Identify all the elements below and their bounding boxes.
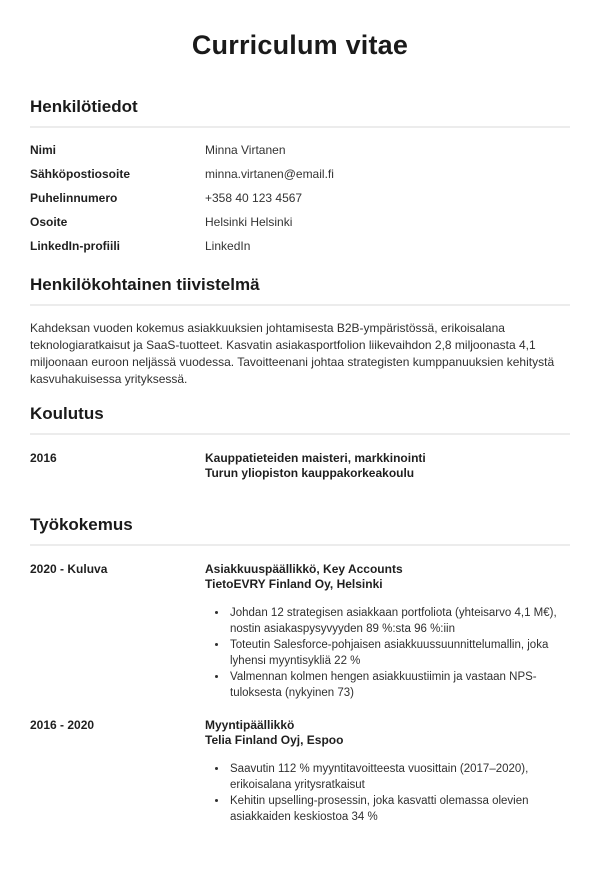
info-row-phone	[30, 192, 570, 205]
linkedin-link[interactable]: LinkedIn	[205, 239, 251, 253]
info-label: Sähköpostiosoite	[30, 167, 131, 181]
summary-heading: Henkilökohtainen tiivistelmä	[30, 275, 570, 306]
experience-details	[205, 718, 570, 826]
cv-page	[0, 30, 600, 878]
info-value: +358 40 123 4567	[205, 191, 303, 205]
info-row-address	[30, 216, 570, 229]
experience-company: Telia Finland Oyj, Espoo	[205, 733, 344, 747]
education-period: 2016	[30, 451, 57, 465]
experience-heading: Työkokemus	[30, 515, 570, 546]
info-value: Helsinki Helsinki	[205, 215, 293, 229]
experience-bullets	[205, 606, 570, 701]
experience-bullet: • Kehitin upselling-prosessin, joka kasvatti olemassa olevien asiakkaiden keskiostoa 34 %	[228, 794, 570, 825]
education-details	[205, 451, 570, 481]
experience-period: 2020 - Kuluva	[30, 562, 108, 576]
page-title: Curriculum vitae	[191, 30, 409, 60]
experience-bullet: • Saavutin 112 % myyntitavoitteesta vuosittain (2017–2020), erikoisalana yritysratkaisut	[228, 762, 570, 793]
info-row-linkedin	[30, 240, 570, 253]
experience-company: TietoEVRY Finland Oy, Helsinki	[205, 577, 383, 591]
education-school: Turun yliopiston kauppakorkeakoulu	[205, 466, 415, 480]
experience-entry-2	[30, 718, 570, 826]
education-entry	[30, 451, 570, 481]
experience-details	[205, 562, 570, 702]
info-label: Osoite	[30, 215, 68, 229]
section-education	[30, 404, 570, 481]
experience-job-title: Myyntipäällikkö	[205, 718, 295, 732]
education-heading: Koulutus	[30, 404, 570, 435]
section-experience	[30, 515, 570, 826]
experience-job-title: Asiakkuuspäällikkö, Key Accounts	[205, 562, 403, 576]
experience-period: 2016 - 2020	[30, 718, 95, 732]
experience-bullet: • Valmennan kolmen hengen asiakkuustiimin ja vastaan NPS-tuloksesta (nykyinen 73)	[228, 670, 570, 701]
experience-entry-1	[30, 562, 570, 702]
info-value: Minna Virtanen	[205, 143, 286, 157]
section-personal-info	[30, 97, 570, 253]
info-label: Puhelinnumero	[30, 191, 118, 205]
info-value: minna.virtanen@email.fi	[205, 167, 334, 181]
info-row-name	[30, 144, 570, 157]
info-label: LinkedIn-profiili	[30, 239, 120, 253]
personal-info-heading: Henkilötiedot	[30, 97, 570, 128]
education-degree: Kauppatieteiden maisteri, markkinointi	[205, 451, 426, 465]
info-row-email	[30, 168, 570, 181]
section-summary	[30, 275, 570, 388]
info-label: Nimi	[30, 143, 57, 157]
summary-text: Kahdeksan vuoden kokemus asiakkuuksien johtamisesta B2B-ympäristössä, erikoisalana teknologiaratkaisut ja SaaS-tuotteet. Kasvatin asiakasportfolion liikevaihdon 2,8 miljoonasta 4,1 miljoonaan euroon neljässä vuodessa. Tavoitteenani johtaa strategisten kumppanuuksien kehitystä kasvuhakuisessa yrityksessä.	[30, 321, 555, 386]
experience-bullet: • Toteutin Salesforce-pohjaisen asiakkuussuunnittelumallin, joka lyhensi myyntisykliä 22 %	[228, 638, 570, 669]
experience-bullet: • Johdan 12 strategisen asiakkaan portfoliota (yhteisarvo 4,1 M€), nostin asiakaspysyvyyden 89 %:sta 96 %:iin	[228, 606, 570, 637]
experience-bullets	[205, 762, 570, 825]
personal-info-rows	[30, 144, 570, 253]
info-value	[205, 240, 570, 253]
